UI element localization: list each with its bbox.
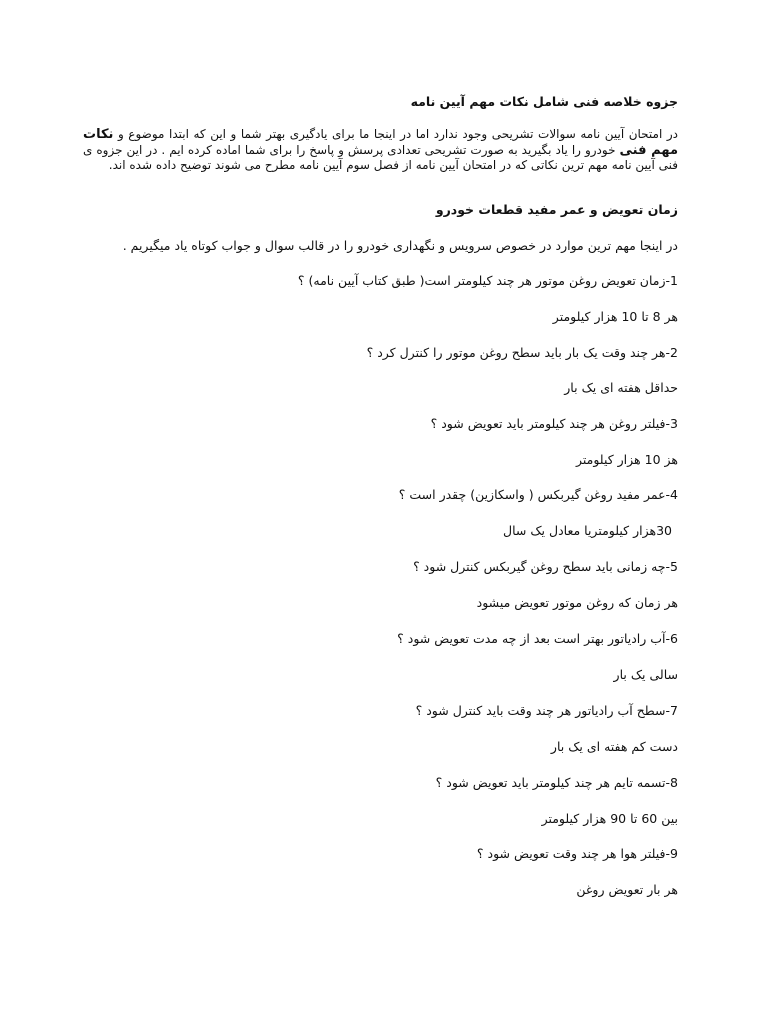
- intro-text-part-2: خودرو را یاد بگیرید به صورت تشریحی تعدادی پرسش و پاسخ را برای شما اماده کرده ایم . در این جزوه ی فنی آیین نامه مهم ترین نکاتی که در امتحان آیین نامه از فصل سوم آیین نامه مطرح می شوند توضیح داده شده اند.: [83, 142, 678, 172]
- answer-4: 30هزار کیلومتریا معادل یک سال: [503, 523, 672, 538]
- question-8: 8-تسمه تایم هر چند کیلومتر باید تعویض شود ؟: [435, 775, 678, 790]
- question-4: 4-عمر مفید روغن گیربکس ( واسکازین) چقدر است ؟: [398, 487, 678, 502]
- question-1: 1-زمان تعویض روغن موتور هر چند کیلومتر است( طبق کتاب آیین نامه) ؟: [297, 273, 678, 288]
- intro-text-part-1: در امتحان آیین نامه سوالات تشریحی وجود ندارد اما در اینجا ما برای یادگیری بهتر شما و این که ابتدا موضوع و: [117, 127, 678, 141]
- question-3: 3-فیلتر روغن هر چند کیلومتر باید تعویض شود ؟: [430, 416, 678, 431]
- answer-7: دست کم هفته ای یک بار: [550, 739, 678, 754]
- question-5: 5-چه زمانی باید سطح روغن گیربکس کنترل شود ؟: [413, 559, 678, 574]
- document-title: جزوه خلاصه فنی شامل نکات مهم آیین نامه: [410, 94, 678, 109]
- question-7: 7-سطح آب رادیاتور هر چند وقت باید کنترل شود ؟: [415, 703, 678, 718]
- answer-8: بین 60 تا 90 هزار کیلومتر: [541, 811, 678, 826]
- answer-6: سالی یک بار: [613, 667, 678, 682]
- answer-2: حداقل هفته ای یک بار: [564, 380, 678, 395]
- answer-1: هر 8 تا 10 هزار کیلومتر: [552, 309, 678, 324]
- answer-5: هر زمان که روغن موتور تعویض میشود: [476, 595, 678, 610]
- section-intro: در اینجا مهم ترین موارد در خصوص سرویس و نگهداری خودرو را در قالب سوال و جواب کوتاه یاد میگیریم .: [122, 238, 678, 253]
- intro-bold-phrase: نکات مهم فنی: [83, 127, 678, 158]
- answer-3: هز 10 هزار کیلومتر: [575, 452, 678, 467]
- intro-paragraph: [83, 127, 678, 174]
- answer-9: هر بار تعویض روغن: [576, 882, 678, 897]
- section-title: زمان تعویض و عمر مفید قطعات خودرو: [435, 202, 678, 217]
- question-2: 2-هر چند وقت یک بار باید سطح روغن موتور را کنترل کرد ؟: [366, 345, 678, 360]
- question-9: 9-فیلتر هوا هر چند وقت تعویض شود ؟: [476, 846, 678, 861]
- question-6: 6-آب رادیاتور بهتر است بعد از چه مدت تعویض شود ؟: [397, 631, 678, 646]
